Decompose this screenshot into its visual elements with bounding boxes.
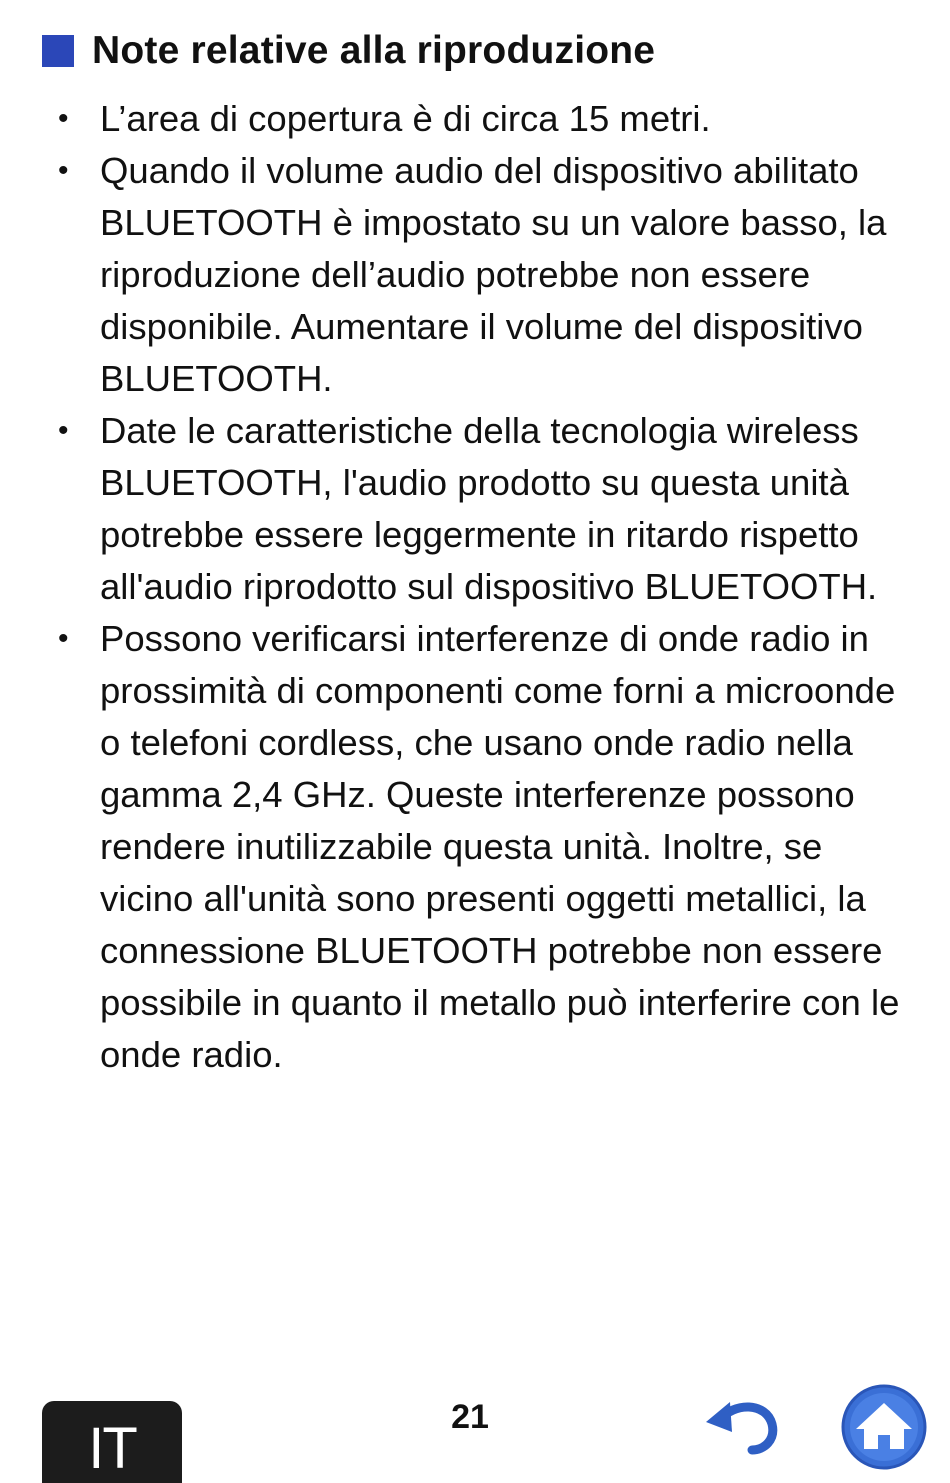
section-heading xyxy=(42,26,655,76)
back-button[interactable] xyxy=(700,1388,784,1460)
bullet-icon: • xyxy=(58,622,69,655)
bullet-icon: • xyxy=(58,154,69,187)
note-text: Date le caratteristiche della tecnologia wireless BLUETOOTH, l'audio prodotto su questa unità potrebbe essere leggermente in ritardo rispetto all'audio riprodotto sul dispositivo BLUETOOTH. xyxy=(100,410,878,607)
note-text: Quando il volume audio del dispositivo abilitato BLUETOOTH è impostato su un valore basso, la riproduzione dell’audio potrebbe non essere disponibile. Aumentare il volume del dispositivo BLUETOOTH. xyxy=(100,150,887,399)
note-item xyxy=(0,93,950,145)
home-icon xyxy=(840,1383,928,1471)
note-text: L’area di copertura è di circa 15 metri. xyxy=(100,98,711,139)
heading-square-icon xyxy=(42,35,74,67)
note-item xyxy=(0,145,950,405)
back-arrow-icon xyxy=(700,1388,784,1460)
bullet-icon: • xyxy=(58,102,69,135)
note-text: Possono verificarsi interferenze di onde radio in prossimità di componenti come forni a microonde o telefoni cordless, che usano onde radio nella gamma 2,4 GHz. Queste interferenze possono rendere inutilizzabile questa unità. Inoltre, se vicino all'unità sono presenti oggetti metallici, la connessione BLUETOOTH potrebbe non essere possibile in quanto il metallo può interferire con le onde radio. xyxy=(100,618,900,1075)
note-item xyxy=(0,613,950,1081)
home-button[interactable] xyxy=(840,1383,928,1471)
note-item xyxy=(0,405,950,613)
bullet-icon: • xyxy=(58,414,69,447)
notes-list xyxy=(0,93,950,1081)
language-tab[interactable]: IT xyxy=(42,1401,182,1483)
page-number: 21 xyxy=(451,1398,489,1436)
section-title: Note relative alla riproduzione xyxy=(92,29,656,72)
